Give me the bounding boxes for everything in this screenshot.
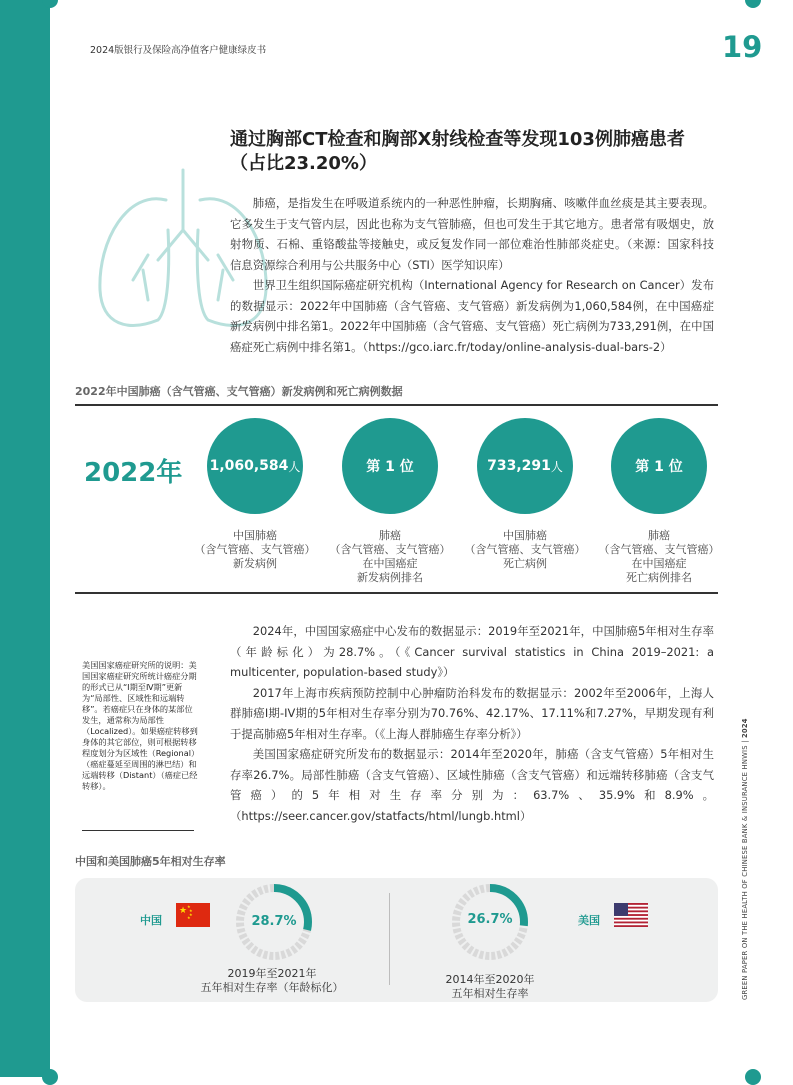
svg-text:★: ★ <box>187 915 191 920</box>
stat-value: 第 1 位 <box>366 459 414 475</box>
country-label-china: 中国 <box>140 914 162 927</box>
svg-text:★: ★ <box>189 908 193 913</box>
country-label-usa: 美国 <box>578 914 600 927</box>
stat-value: 1,060,584 <box>209 458 289 474</box>
stat-value: 第 1 位 <box>635 459 683 475</box>
intro-paragraph-2: 世界卫生组织国际癌症研究机构（International Agency for Research on Cancer）发布的数据显示：2022年中国肺癌（含气管癌、支气管癌）新发病例为1,060,584例，在中国癌症新发病例中排名第1。2022年中国肺癌（含气管癌、支气管癌）死亡病例为733,291例，在中国癌症死亡病例中排名第1。（https://gco.iarc.fr/today/online-analysis-dual-bars-2） <box>230 278 714 354</box>
stat-value: 733,291 <box>487 458 551 474</box>
article-title-line1: 通过胸部CT检查和胸部X射线检查等发现103例肺癌患者 <box>230 129 685 150</box>
bottom-right-dot <box>745 1069 761 1085</box>
intro-paragraph-1: 肺癌，是指发生在呼吸道系统内的一种恶性肿瘤，长期胸痛、咳嗽伴血丝痰是其主要表现。它多发生于支气管内层，因此也称为支气管肺癌，但也可发生于其它地方。患者常有吸烟史，放射物质、石棉、重铬酸盐等接触史，或反复发作同一部位难治性肺部炎症史。（来源：国家科技信息资源综合利用与公共服务中心（STI）医学知识库） <box>230 196 714 272</box>
stat-label-new-cases: 中国肺癌 （含气管癌、支气管癌） 新发病例 <box>194 529 316 570</box>
stats-bottom-rule <box>75 592 718 594</box>
survival-paragraph-2: 2017年上海市疾病预防控制中心肿瘤防治科发布的数据显示：2002年至2006年，上海人群肺癌I期-IV期的5年相对生存率分别为70.76%、42.17%、17.11%和7.27%，早期发现有利于提高肺癌5年相对生存率。（《上海人群肺癌生存率分析》） <box>230 685 714 741</box>
vertical-title-year: 2024 <box>741 718 749 739</box>
article-title <box>230 128 710 176</box>
stat-label-death-rank: 肺癌 （含气管癌、支气管癌） 在中国癌症 死亡病例排名 <box>598 529 720 584</box>
side-note: 美国国家癌症研究所的说明：美国国家癌症研究所统计癌症分期的形式已从“Ⅰ期至Ⅳ期”更新为“局部性、区域性和远端转移”。若癌症只在身体的某部位发生，通常称为局部性（Localized）。如果癌症转移到身体的其它部位，则可根据转移程度划分为区域性（Regional）（癌症蔓延至周围的淋巴结）和远端转移（Distant）（癌症已经转移）。 <box>82 660 200 791</box>
vertical-running-title <box>741 718 755 1000</box>
stat-unit: 人 <box>288 459 301 474</box>
china-flag-icon <box>176 903 210 927</box>
header-title: 2024版银行及保险高净值客户健康绿皮书 <box>90 45 267 56</box>
usa-rate-label: 2014年至2020年 五年相对生存率 <box>445 973 535 1000</box>
stat-label-new-rank: 肺癌 （含气管癌、支气管癌） 在中国癌症 新发病例排名 <box>329 529 451 584</box>
stat-label-deaths: 中国肺癌 （含气管癌、支气管癌） 死亡病例 <box>464 529 586 570</box>
svg-text:★: ★ <box>189 912 193 917</box>
side-note-rule <box>82 830 194 831</box>
usa-flag-icon <box>614 903 648 927</box>
survival-text <box>230 621 714 826</box>
page-number: 19 <box>722 30 763 64</box>
svg-text:★: ★ <box>179 906 188 916</box>
vertical-title-sep: | <box>741 738 749 746</box>
article-title-line2: （占比23.20%） <box>230 153 377 174</box>
survival-paragraph-3: 美国国家癌症研究所发布的数据显示：2014年至2020年，肺癌（含支气管癌）5年相对生存率26.7%。局部性肺癌（含支气管癌）、区域性肺癌（含支气管癌）和远端转移肺癌（含支气管癌）的5年相对生存率分别为：63.7%、35.9%和8.9%。（https://seer.cancer.gov/statfacts/html/lungb.html） <box>230 747 714 823</box>
stats-year: 2022年 <box>84 458 183 488</box>
stat-circle-new-rank <box>342 418 438 514</box>
survival-paragraph-1: 2024年，中国国家癌症中心发布的数据显示：2019年至2021年，中国肺癌5年相对生存率（年龄标化）为28.7%。（《Cancer survival statistics in China 2019–2021: a multicenter, population-based study》） <box>230 624 714 679</box>
stat-circle-deaths <box>477 418 573 514</box>
usa-rate-value: 26.7% <box>467 912 513 927</box>
stat-unit: 人 <box>550 459 563 474</box>
stat-circle-death-rank <box>611 418 707 514</box>
top-right-dot <box>745 0 761 8</box>
vertical-title-main: GREEN PAPER ON THE HEALTH OF CHINESE BANK & INSURANCE HNWIS <box>741 745 749 1000</box>
side-accent-bar <box>0 0 50 1077</box>
china-rate-label: 2019年至2021年 五年相对生存率（年龄标化） <box>200 967 344 994</box>
svg-text:★: ★ <box>187 904 191 909</box>
stats-top-rule <box>75 404 718 406</box>
stat-circle-new-cases <box>207 418 303 514</box>
china-rate-value: 28.7% <box>251 914 297 929</box>
intro-text <box>230 193 714 357</box>
bottom-left-dot <box>42 1069 58 1085</box>
compare-section-title: 中国和美国肺癌5年相对生存率 <box>75 855 226 868</box>
stats-section-title: 2022年中国肺癌（含气管癌、支气管癌）新发病例和死亡病例数据 <box>75 385 403 398</box>
compare-divider <box>389 893 390 985</box>
